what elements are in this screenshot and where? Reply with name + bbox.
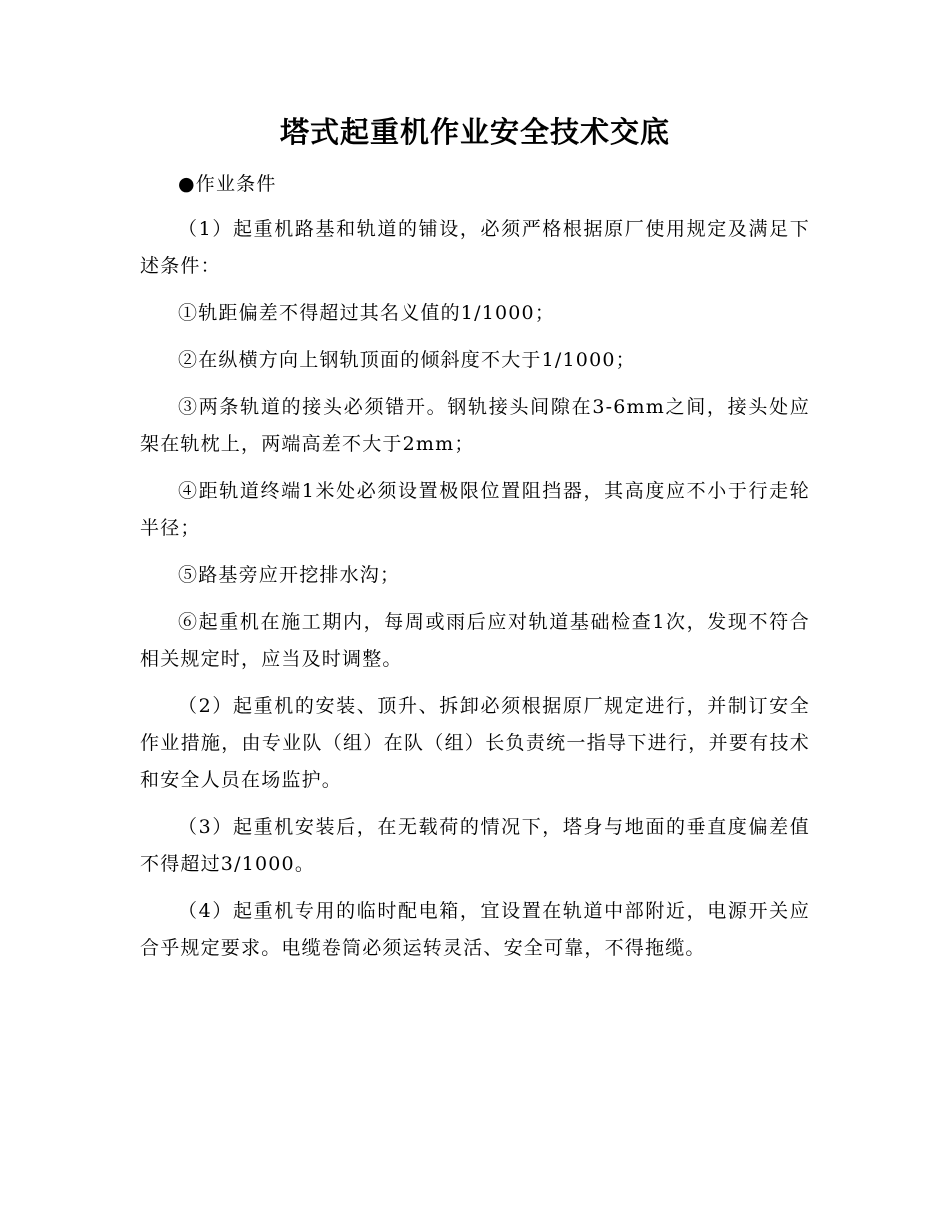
paragraph-subitem-5: ⑤路基旁应开挖排水沟； bbox=[178, 564, 401, 586]
paragraph-item-3: （3）起重机安装后，在无载荷的情况下，塔身与地面的垂直度偏差值不得超过3/1000。 bbox=[140, 816, 810, 875]
paragraph-subitem-3: ③两条轨道的接头必须错开。钢轨接头间隙在3-6mm之间，接头处应架在轨枕上，两端高差不大于2mm； bbox=[140, 396, 810, 455]
paragraph-item-2: （2）起重机的安装、顶升、拆卸必须根据原厂规定进行，并制订安全作业措施，由专业队（组）在队（组）长负责统一指导下进行，并要有技术和安全人员在场监护。 bbox=[140, 695, 810, 791]
paragraph-subitem-1: ①轨距偏差不得超过其名义值的1/1000； bbox=[178, 302, 556, 324]
paragraph-subitem-4: ④距轨道终端1米处必须设置极限位置阻挡器，其高度应不小于行走轮半径； bbox=[140, 480, 810, 539]
paragraph-subitem-2: ②在纵横方向上钢轨顶面的倾斜度不大于1/1000； bbox=[178, 349, 636, 371]
paragraph-subitem-6: ⑥起重机在施工期内，每周或雨后应对轨道基础检查1次，发现不符合相关规定时，应当及时调整。 bbox=[140, 611, 810, 670]
document-title: 塔式起重机作业安全技术交底 bbox=[279, 115, 670, 149]
paragraph-item-1: （1）起重机路基和轨道的铺设，必须严格根据原厂使用规定及满足下述条件： bbox=[140, 218, 810, 277]
document-body bbox=[140, 166, 810, 967]
section-heading-work-conditions: ●作业条件 bbox=[178, 173, 277, 195]
paragraph-item-4: （4）起重机专用的临时配电箱，宜设置在轨道中部附近，电源开关应合乎规定要求。电缆卷筒必须运转灵活、安全可靠，不得拖缆。 bbox=[140, 900, 810, 959]
